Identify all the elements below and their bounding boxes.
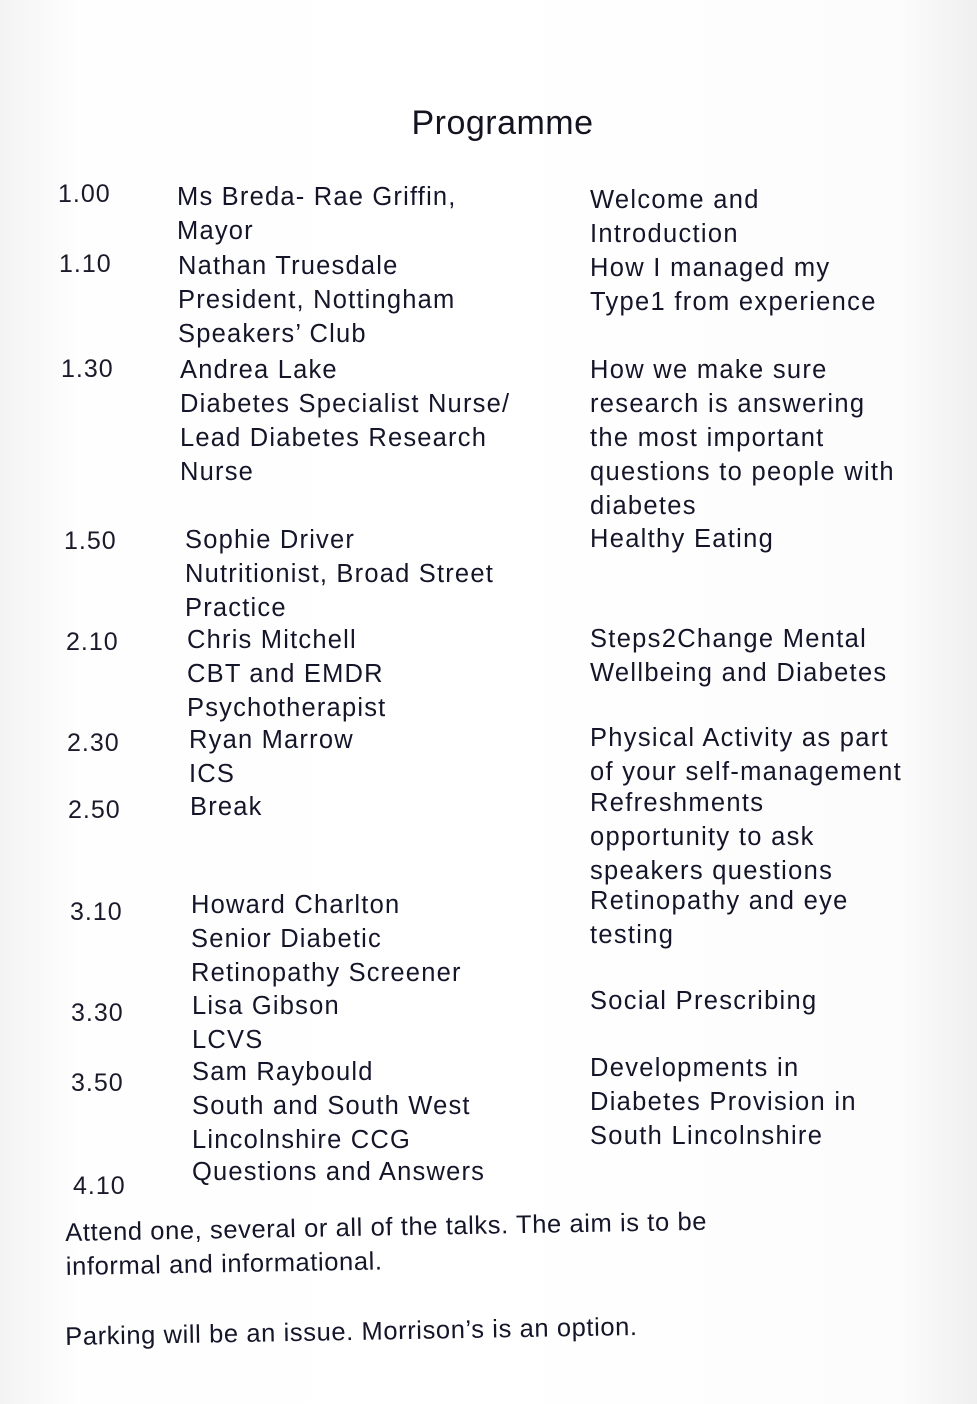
- speaker-line: Ms Breda- Rae Griffin,: [177, 183, 457, 211]
- speaker-line: Nathan Truesdale: [178, 252, 399, 280]
- session-speaker: [191, 888, 462, 990]
- speaker-line: Psychotherapist: [187, 694, 387, 722]
- session-speaker: [189, 723, 354, 791]
- session-speaker: [178, 249, 456, 351]
- speaker-line: President, Nottingham: [178, 286, 456, 314]
- speaker-line: Nurse: [180, 458, 255, 486]
- session-topic: [590, 622, 887, 690]
- session-topic: [590, 353, 895, 523]
- speaker-line: Break: [190, 793, 263, 821]
- speaker-line: Diabetes Specialist Nurse/: [180, 390, 511, 418]
- speaker-line: Sam Raybould: [192, 1058, 374, 1086]
- session-speaker: [180, 353, 510, 489]
- speaker-line: Lisa Gibson: [192, 992, 340, 1020]
- topic-line: South Lincolnshire: [590, 1122, 824, 1150]
- session-speaker: [192, 1055, 471, 1157]
- speaker-line: LCVS: [192, 1026, 264, 1054]
- topic-line: Retinopathy and eye: [590, 887, 849, 915]
- session-time: 3.50: [71, 1069, 124, 1097]
- speaker-line: Lead Diabetes Research: [180, 424, 488, 452]
- session-time: 1.30: [61, 355, 114, 383]
- topic-line: Refreshments: [590, 789, 765, 817]
- session-speaker: [187, 623, 386, 725]
- topic-line: Healthy Eating: [590, 525, 775, 553]
- topic-line: Welcome and: [590, 186, 760, 214]
- topic-line: research is answering: [590, 390, 866, 418]
- speaker-line: Ryan Marrow: [189, 726, 354, 754]
- topic-line: Developments in: [590, 1054, 800, 1082]
- session-time: 1.00: [58, 180, 111, 208]
- topic-line: Wellbeing and Diabetes: [590, 659, 888, 687]
- topic-line: Type1 from experience: [590, 288, 877, 316]
- session-topic: [590, 984, 818, 1018]
- speaker-line: Chris Mitchell: [187, 626, 357, 654]
- topic-line: Physical Activity as part: [590, 724, 889, 752]
- speaker-line: Mayor: [177, 217, 254, 245]
- session-time: 3.10: [70, 898, 123, 926]
- speaker-line: Howard Charlton: [191, 891, 401, 919]
- note-line: informal and informational.: [65, 1247, 383, 1281]
- speaker-line: Practice: [185, 594, 287, 622]
- speaker-line: CBT and EMDR: [187, 660, 384, 688]
- parking-note: [65, 1310, 638, 1354]
- session-speaker: [192, 1155, 485, 1189]
- note-line: Attend one, several or all of the talks. The aim is to be: [65, 1207, 708, 1247]
- session-time: 3.30: [71, 999, 124, 1027]
- topic-line: testing: [590, 921, 675, 949]
- session-topic: [590, 786, 833, 888]
- topic-line: Introduction: [590, 220, 739, 248]
- topic-line: questions to people with: [590, 458, 895, 486]
- session-time: 2.10: [66, 628, 119, 656]
- speaker-line: Andrea Lake: [180, 356, 338, 384]
- speaker-line: Sophie Driver: [185, 526, 356, 554]
- topic-line: of your self-management: [590, 758, 902, 786]
- session-topic: [590, 1051, 857, 1153]
- session-topic: [590, 721, 902, 789]
- topic-line: Social Prescribing: [590, 987, 818, 1015]
- speaker-line: Retinopathy Screener: [191, 959, 462, 987]
- session-time: 2.50: [68, 796, 121, 824]
- session-speaker: [190, 790, 263, 824]
- speaker-line: South and South West: [192, 1092, 471, 1120]
- session-speaker: [185, 523, 494, 625]
- topic-line: the most important: [590, 424, 825, 452]
- topic-line: Diabetes Provision in: [590, 1088, 857, 1116]
- topic-line: diabetes: [590, 492, 697, 520]
- session-speaker: [177, 180, 457, 248]
- session-topic: [590, 522, 774, 556]
- speaker-line: ICS: [189, 760, 236, 788]
- session-speaker: [192, 989, 340, 1057]
- attendance-note: [65, 1205, 708, 1284]
- topic-line: How we make sure: [590, 356, 828, 384]
- speaker-line: Lincolnshire CCG: [192, 1126, 412, 1154]
- speaker-line: Senior Diabetic: [191, 925, 382, 953]
- session-topic: [590, 251, 877, 319]
- session-time: 4.10: [73, 1172, 126, 1200]
- topic-line: Steps2Change Mental: [590, 625, 868, 653]
- session-time: 1.10: [59, 250, 112, 278]
- session-topic: [590, 884, 849, 952]
- speaker-line: Questions and Answers: [192, 1158, 486, 1186]
- topic-line: opportunity to ask: [590, 823, 815, 851]
- topic-line: speakers questions: [590, 857, 834, 885]
- session-topic: [590, 183, 760, 251]
- session-time: 2.30: [67, 729, 120, 757]
- session-time: 1.50: [64, 527, 117, 555]
- note-line: Parking will be an issue. Morrison’s is an option.: [65, 1313, 638, 1351]
- page-title: Programme: [411, 104, 594, 142]
- topic-line: How I managed my: [590, 254, 831, 282]
- speaker-line: Nutritionist, Broad Street: [185, 560, 494, 588]
- speaker-line: Speakers’ Club: [178, 320, 367, 348]
